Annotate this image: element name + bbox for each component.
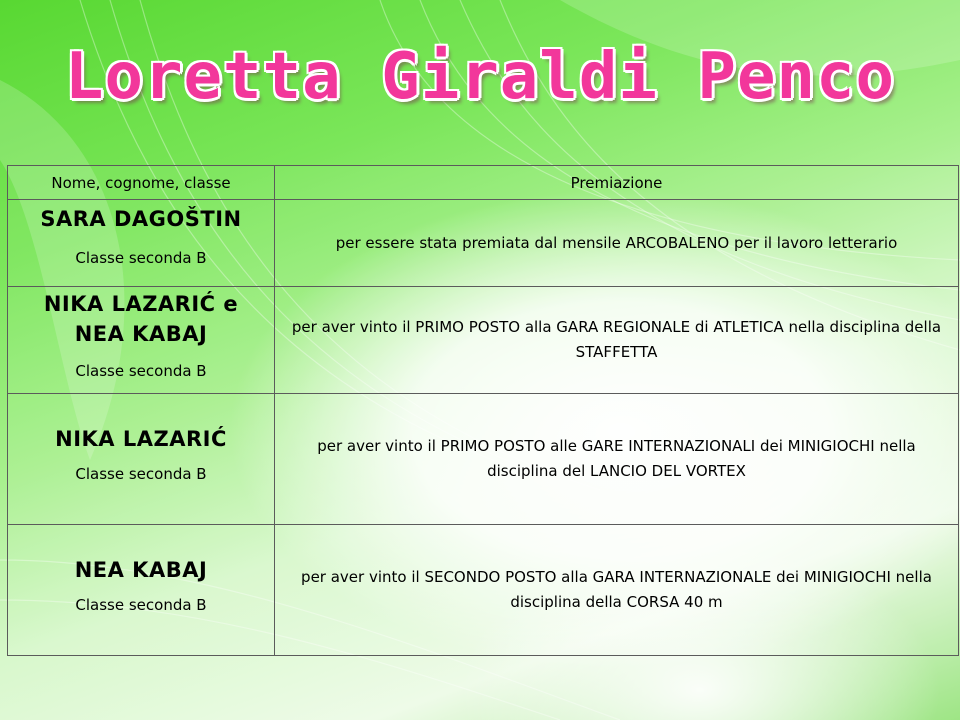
student-class: Classe seconda B <box>75 596 207 614</box>
award-description: per aver vinto il SECONDO POSTO alla GARA INTERNAZIONALE dei MINIGIOCHI nella disciplina della CORSA 40 m <box>275 525 959 656</box>
student-name: NIKA LAZARIĆ e NEA KABAJ <box>43 292 239 346</box>
table-header-row <box>8 166 959 200</box>
table-row <box>8 394 959 525</box>
student-name: NEA KABAJ <box>74 558 208 582</box>
student-class: Classe seconda B <box>75 465 207 483</box>
student-cell <box>8 394 275 525</box>
student-cell <box>8 287 275 394</box>
student-name: NIKA LAZARIĆ <box>55 427 227 451</box>
student-class: Classe seconda B <box>75 362 207 380</box>
student-cell <box>8 525 275 656</box>
table-row <box>8 200 959 287</box>
header-name-class: Nome, cognome, classe <box>8 166 275 200</box>
award-description: per aver vinto il PRIMO POSTO alla GARA REGIONALE di ATLETICA nella disciplina della STAFFETTA <box>275 287 959 394</box>
header-award: Premiazione <box>275 166 959 200</box>
award-description: per essere stata premiata dal mensile ARCOBALENO per il lavoro letterario <box>275 200 959 287</box>
table-row <box>8 287 959 394</box>
student-name: SARA DAGOŠTIN <box>40 207 242 231</box>
page-title: Loretta Giraldi Penco <box>64 40 896 114</box>
award-description: per aver vinto il PRIMO POSTO alle GARE INTERNAZIONALI dei MINIGIOCHI nella disciplina del LANCIO DEL VORTEX <box>275 394 959 525</box>
table-row <box>8 525 959 656</box>
awards-table <box>7 165 959 656</box>
student-class: Classe seconda B <box>75 249 207 267</box>
student-cell <box>8 200 275 287</box>
